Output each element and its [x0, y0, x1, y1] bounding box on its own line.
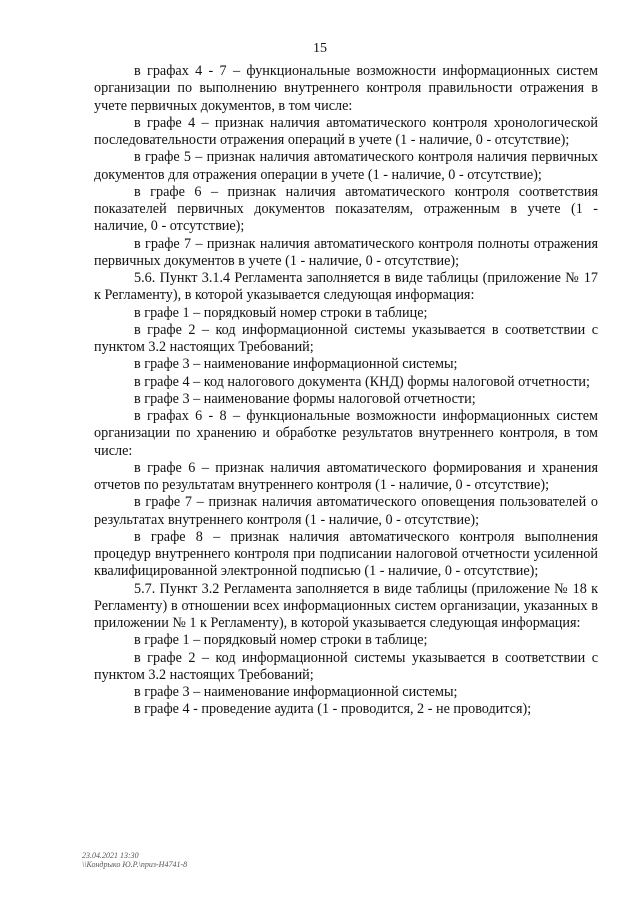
paragraph: в графе 7 – признак наличия автоматического оповещения пользователей о результатах внутреннего контроля (1 - наличие, 0 - отсутствие); — [94, 494, 598, 528]
paragraph: в графе 7 – признак наличия автоматического контроля полноты отражения первичных документов в учете (1 - наличие, 0 - отсутствие); — [94, 235, 598, 269]
paragraph: в графе 2 – код информационной системы указывается в соответствии с пунктом 3.2 настоящих Требований; — [94, 321, 598, 355]
paragraph: в графах 6 - 8 – функциональные возможности информационных систем организации по хранению и обработке результатов внутреннего контроля, в том числе: — [94, 408, 598, 459]
paragraph: в графе 3 – наименование информационной системы; — [134, 356, 458, 373]
paragraph: в графе 4 - проведение аудита (1 - проводится, 2 - не проводится); — [134, 701, 532, 718]
footer-date: 23.04.2021 13:30 — [82, 851, 139, 860]
paragraph: в графе 1 – порядковый номер строки в таблице; — [134, 304, 428, 321]
paragraph: в графе 5 – признак наличия автоматического контроля наличия первичных документов для отражения операции в учете (1 - наличие, 0 - отсутствие); — [94, 149, 598, 183]
paragraph: в графе 2 – код информационной системы указывается в соответствии с пунктом 3.2 настоящих Требований; — [94, 649, 598, 683]
paragraph: в графе 1 – порядковый номер строки в таблице; — [134, 632, 428, 649]
paragraph: в графе 8 – признак наличия автоматического контроля выполнения процедур внутреннего контроля при подписании налоговой отчетности усиленной квалифицированной электронной подписью (1 - наличие, 0 - отсутствие); — [94, 528, 598, 580]
paragraph: 5.7. Пункт 3.2 Регламента заполняется в виде таблицы (приложение № 18 к Регламенту) в отношении всех информационных систем организации, указанных в приложении № 1 к Регламенту), в которой указывается следующая информация: — [94, 580, 598, 631]
paragraph: в графе 4 – признак наличия автоматического контроля хронологической последовательности отражения операций в учете (1 - наличие, 0 - отсутствие); — [94, 114, 598, 148]
paragraph: в графе 3 – наименование информационной системы; — [134, 684, 458, 700]
footer-file-path: \\Кондрыко Ю.Р.\приз-Н4741-8 — [82, 860, 188, 869]
page-number: 15 — [313, 41, 327, 56]
footer-stamp — [82, 851, 187, 869]
paragraph: в графе 6 – признак наличия автоматического контроля соответствия показателей первичных документов показателям, отраженным в учете (1 - наличие, 0 - отсутствие); — [94, 183, 598, 235]
paragraph: в графах 4 - 7 – функциональные возможности информационных систем организации по выполнению внутреннего контроля правильности отражения в учете первичных документов, в том числе: — [94, 63, 598, 114]
paragraph: 5.6. Пункт 3.1.4 Регламента заполняется в виде таблицы (приложение № 17 к Регламенту), в которой указывается следующая информация: — [94, 270, 598, 304]
paragraph: в графе 3 – наименование формы налоговой отчетности; — [134, 390, 476, 407]
paragraph: в графе 6 – признак наличия автоматического формирования и хранения отчетов по результатам внутреннего контроля (1 - наличие, 0 - отсутствие); — [94, 459, 598, 493]
paragraph: в графе 4 – код налогового документа (КНД) формы налоговой отчетности; — [134, 373, 590, 390]
document-body — [94, 63, 598, 719]
